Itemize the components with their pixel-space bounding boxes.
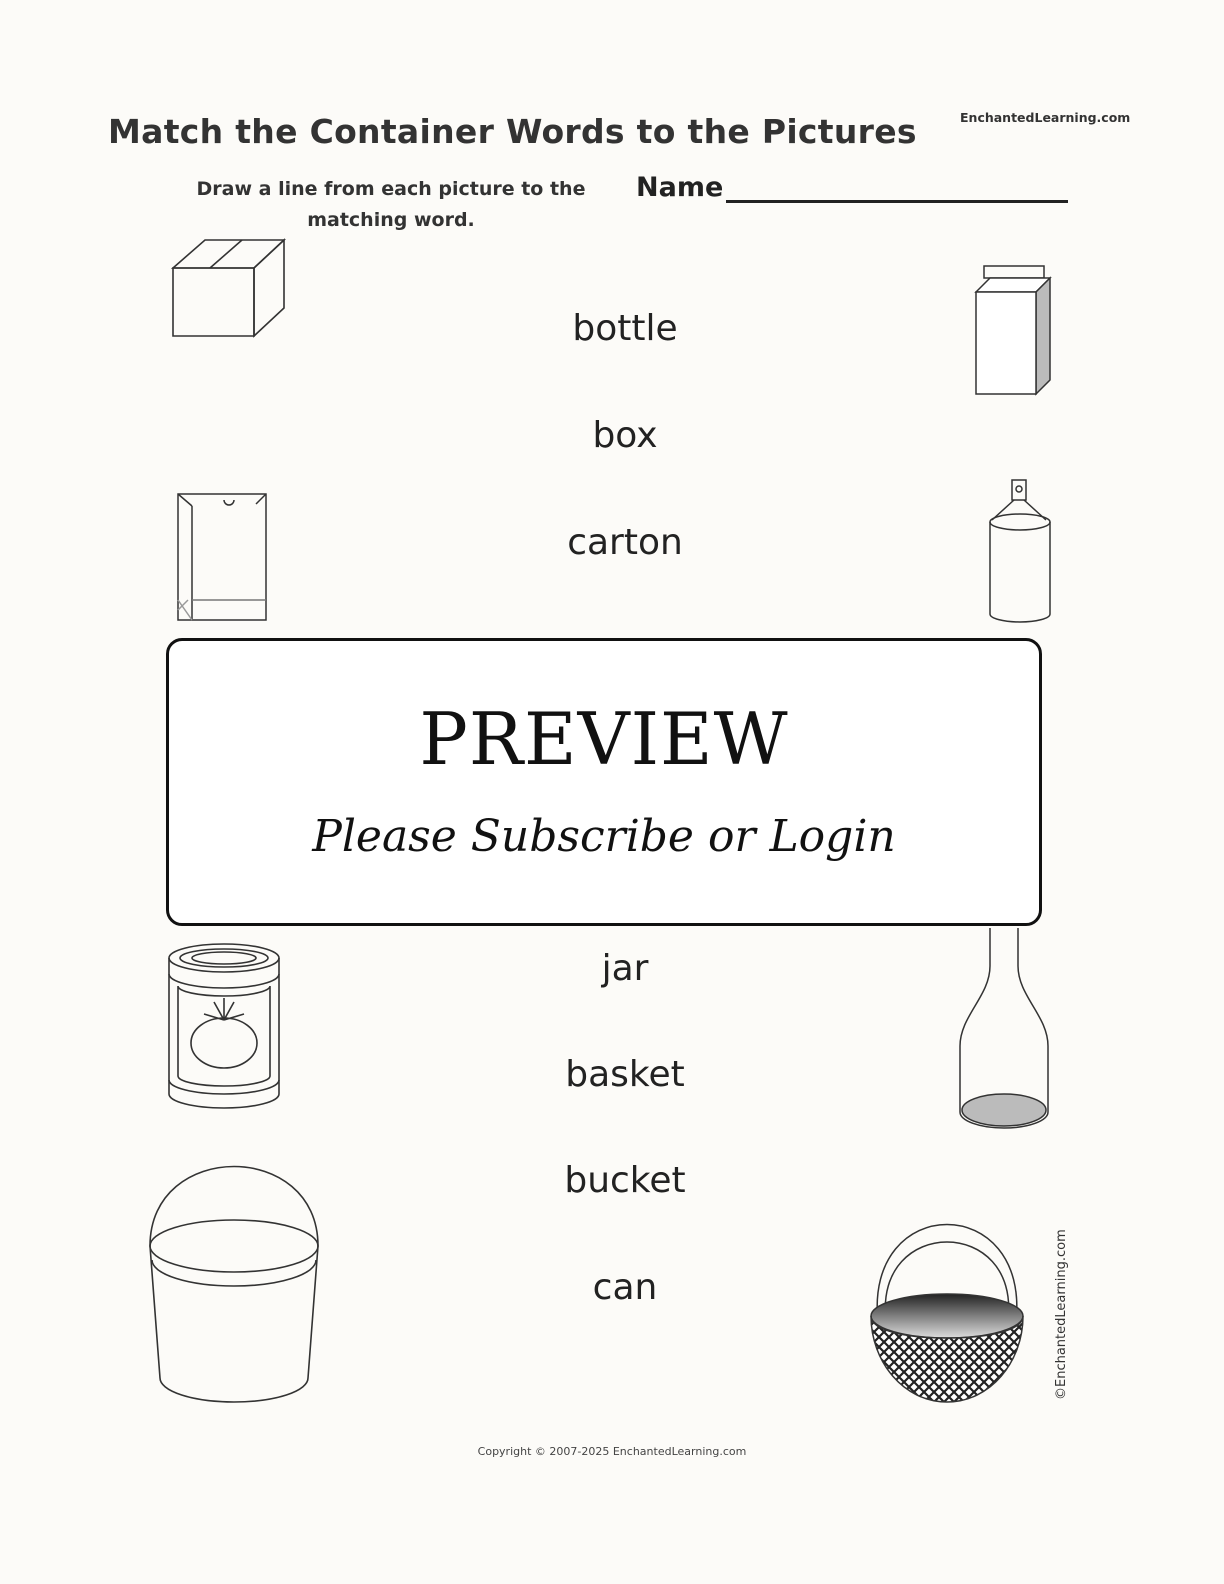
spray-can-icon [984, 476, 1056, 626]
word-item: jar [601, 948, 649, 989]
word-item: box [592, 415, 658, 456]
word-item: basket [565, 1054, 685, 1095]
preview-title: PREVIEW [419, 697, 789, 781]
word-item: carton [567, 522, 683, 563]
basket-icon [864, 1212, 1030, 1408]
carton-icon [970, 262, 1060, 402]
subscribe-login-link[interactable]: Please Subscribe or Login [312, 811, 896, 862]
name-line [726, 200, 1068, 203]
site-link[interactable]: EnchantedLearning.com [960, 110, 1131, 125]
side-copyright: ©EnchantedLearning.com [1054, 1229, 1069, 1400]
paper-bag-icon [174, 490, 270, 624]
bottle-icon [956, 926, 1052, 1132]
preview-overlay[interactable] [166, 638, 1042, 926]
footer-copyright: Copyright © 2007-2025 EnchantedLearning.com [477, 1445, 747, 1458]
word-item: bucket [564, 1160, 686, 1201]
name-label: Name [636, 172, 724, 203]
instructions: Draw a line from each picture to the matching word. [196, 178, 586, 231]
can-icon [164, 940, 284, 1110]
page-title: Match the Container Words to the Pictures [108, 112, 917, 151]
bucket-icon [144, 1160, 324, 1410]
box-icon [168, 236, 290, 342]
word-item: can [592, 1267, 658, 1308]
word-item: bottle [572, 308, 678, 349]
